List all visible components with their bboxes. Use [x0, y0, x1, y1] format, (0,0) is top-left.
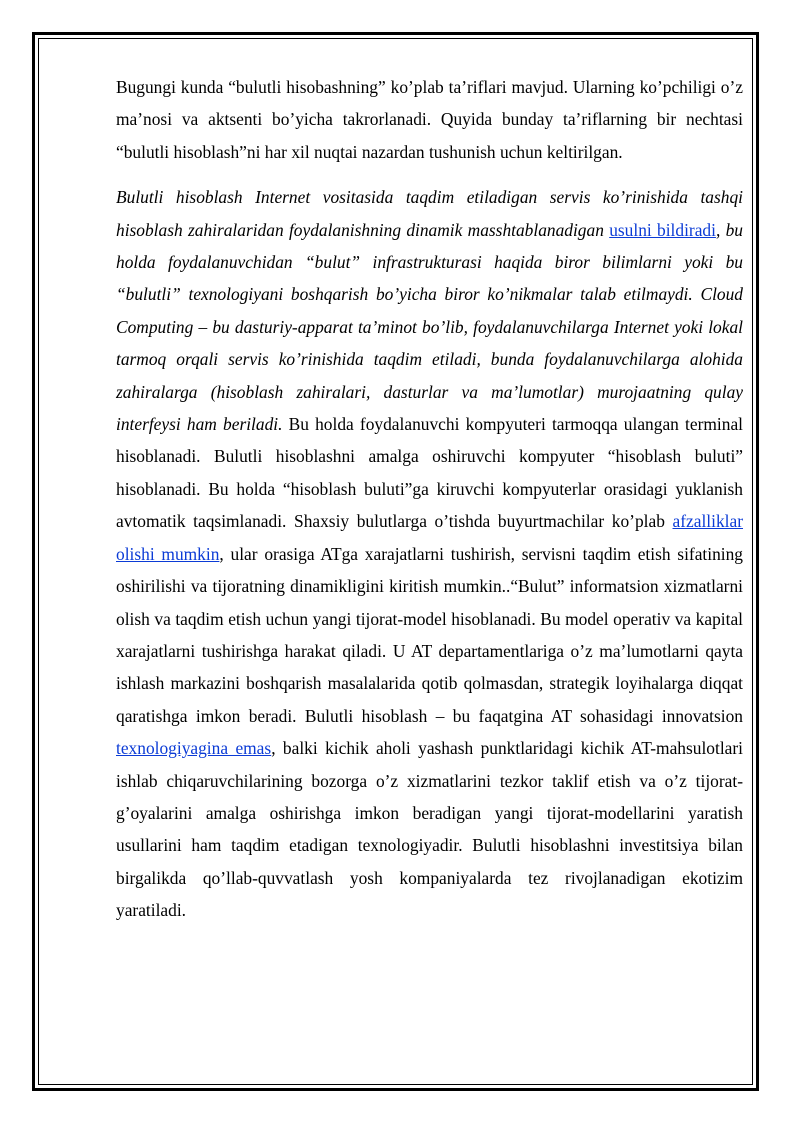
- paragraph-intro: Bugungi kunda “bulutli hisobashning” ko’plab ta’riflari mavjud. Ularning ko’pchiligi o’z ma’nosi va aktsenti bo’yicha takrorlanadi. Quyida bunday ta’riflarning bir nechtasi “bulutli hisoblash”ni har xil nuqtai nazardan tushunish uchun keltirilgan.: [116, 77, 743, 162]
- link-usulni-bildiradi[interactable]: usulni bildiradi: [609, 219, 716, 240]
- link-texnologiyagina-emas[interactable]: texnologiyagina emas: [116, 738, 272, 759]
- text-segment-3: , balki kichik aholi yashash punktlaridagi kichik AT-mahsulotlari ishlab chiqaruvchilarining bozorga o’z xizmatlarini tezkor taklif etish va o’z tijorat-g’oyalarini amalga oshirishga imkon beradigan yangi tijorat-modellarini yaratish usullarini ham taqdim etadigan texnologiyadir. Bulutli hisoblashni investitsiya bilan birgalikda qo’llab-quvvatlash yosh kompaniyalarda tez rivojlanadigan ekotizim yaratiladi.: [116, 738, 743, 921]
- text-segment-1: Bu holda foydalanuvchi kompyuteri tarmoqqa ulangan terminal hisoblanadi. Bulutli hisoblashni amalga oshiruvchi kompyuter “hisoblash buluti” hisoblanadi. Bu holda “hisoblash buluti”ga kiruvchi kompyuterlar orasidagi yuklanish avtomatik taqsimlanadi. Shaxsiy bulutlarga o’tishda buyurtmachilar ko’plab: [116, 414, 743, 532]
- text-segment-2: , ular orasiga ATga xarajatlarni tushirish, servisni taqdim etish sifatining oshirilishi va tijoratning dinamikligini kiritish mumkin..“Bulut” informatsion xizmatlarni olish va taqdim etish uchun yangi tijorat-model hisoblanadi. Bu model operativ va kapital xarajatlarni tushirishga harakat qiladi. U AT departamentlariga o’z ma’lumotlarni qayta ishlash markazini boshqarish masalalarida qotib qolmasdan, strategik loyihalarga diqqat qaratishga imkon beradi. Bulutli hisoblash – bu faqatgina AT sohasidagi innovatsion: [116, 543, 743, 726]
- link-afzalliklar-olishi-mumkin[interactable]: afzalliklar olishi mumkin: [116, 511, 743, 564]
- italic-definition-rest: , bu holda foydalanuvchidan “bulut” infrastrukturasi haqida biror bilimlarni yoki bu “bulutli” texnologiyani boshqarish bo’yicha biror ko’nikmalar talab etilmaydi. Cloud Computing – bu dasturiy-apparat ta’minot bo’lib, foydalanuvchilarga Internet yoki lokal tarmoq orqali servis ko’rinishida taqdim etiladi, bunda foydalanuvchilarga alohida zahiralarga (hisoblash zahiralari, dasturlar va ma’lumotlar) murojaatning qulay interfeysi ham beriladi.: [116, 219, 743, 435]
- document-body: [116, 71, 743, 927]
- italic-definition-start: Bulutli hisoblash Internet vositasida taqdim etiladigan servis ko’rinishida tashqi hisoblash zahiralaridan foydalanishning dinamik masshtablanadigan: [116, 187, 743, 240]
- paragraph-definition: [116, 181, 743, 926]
